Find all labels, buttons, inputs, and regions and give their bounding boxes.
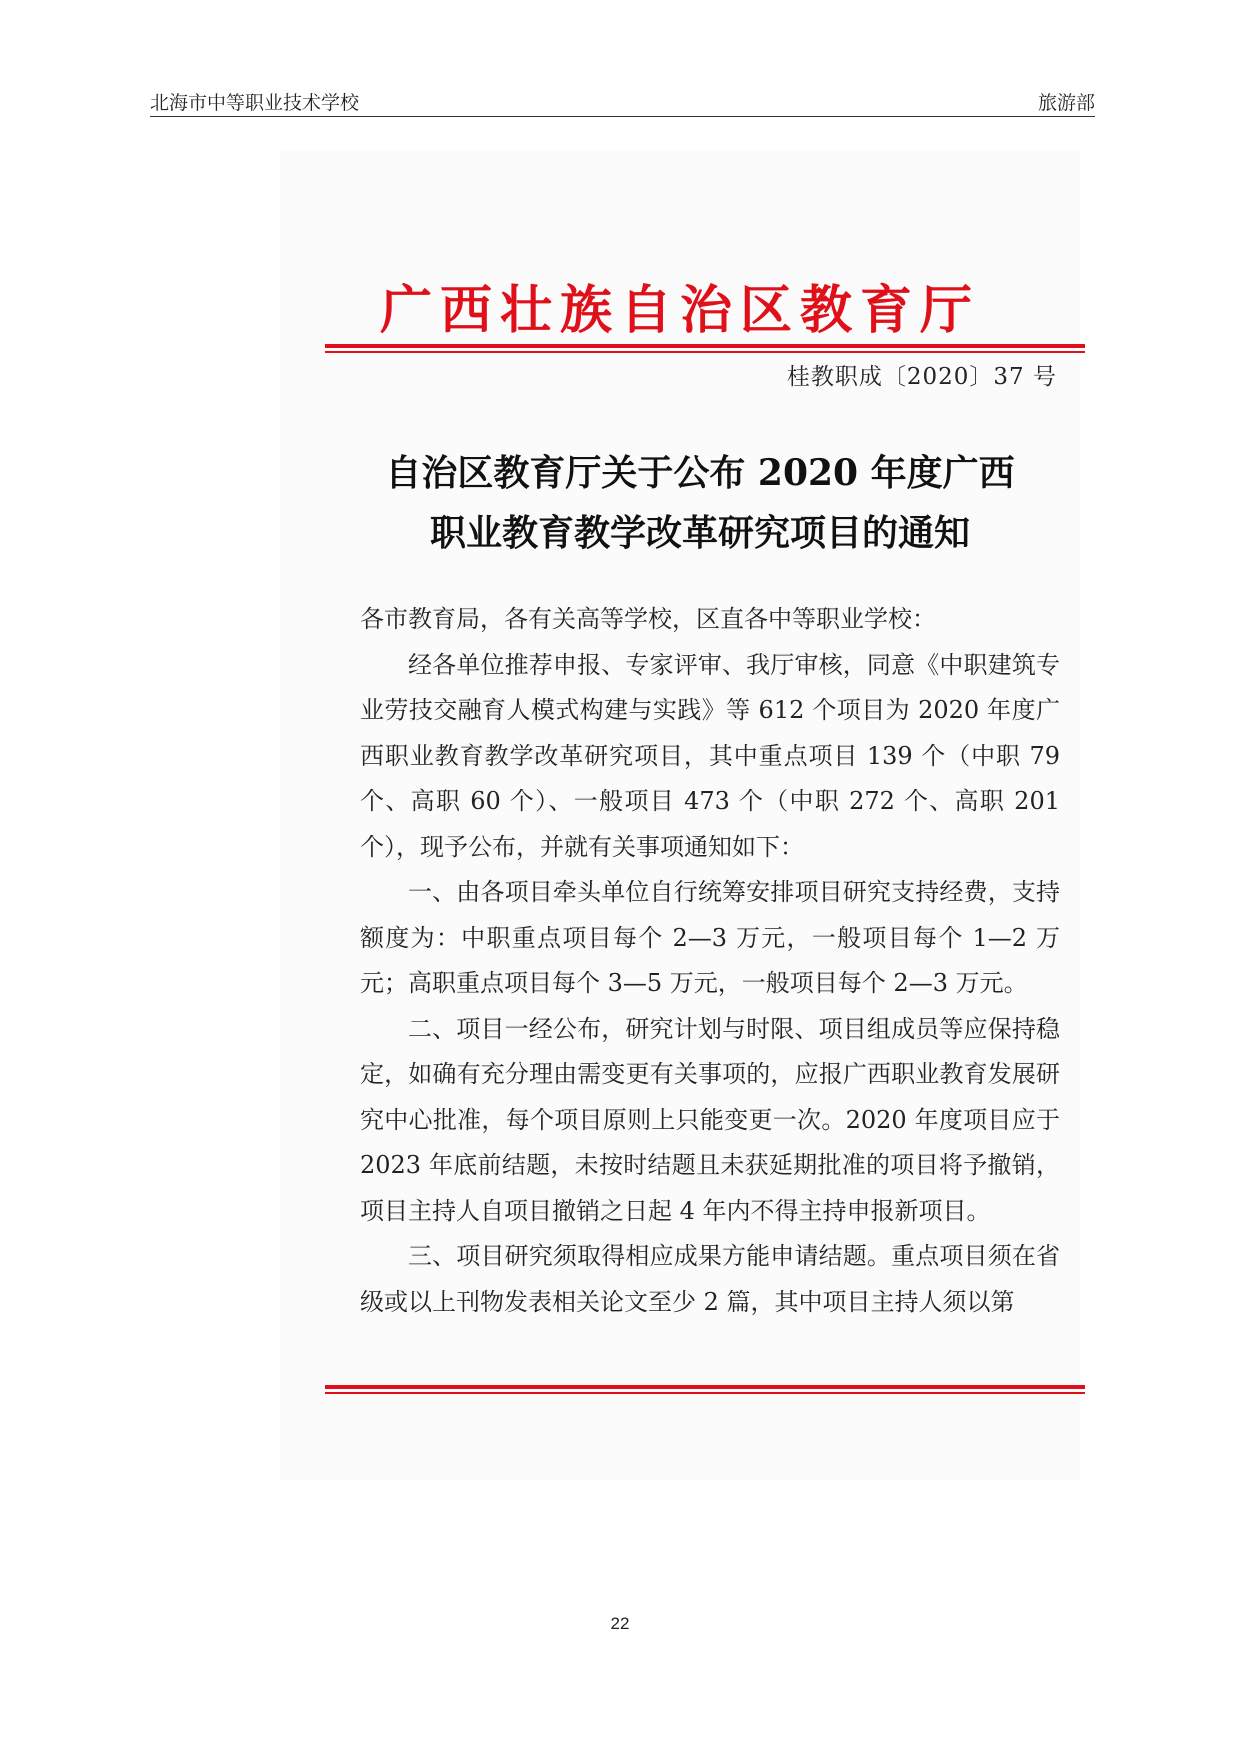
body-paragraph: 经各单位推荐申报、专家评审、我厅审核，同意《中职建筑专业劳技交融育人模式构建与实践》等 612 个项目为 2020 年度广西职业教育教学改革研究项目，其中重点项目 139 个（中职 79 个、高职 60 个）、一般项目 473 个（中职 272 个、高职 201 个），现予公布，并就有关事项通知如下： [360,650,1060,861]
page-number: 22 [610,1614,630,1633]
document-title-line-1: 自治区教育厅关于公布 2020 年度广西 [385,452,1015,494]
issuer-letterhead: 广西壮族自治区教育厅 [379,280,980,341]
page-header [150,86,1095,117]
header-school-name: 北海市中等职业技术学校 [150,92,360,114]
document-number: 桂教职成〔2020〕37 号 [786,364,1057,390]
footer-red-rule-thin [325,1392,1085,1394]
salutation: 各市教育局，各有关高等学校，区直各中等职业学校： [360,605,936,633]
header-department: 旅游部 [1037,92,1095,114]
letterhead-red-rule-thick [325,344,1085,348]
body-paragraph: 一、由各项目牵头单位自行统筹安排项目研究支持经费，支持额度为：中职重点项目每个 2—3 万元，一般项目每个 1—2 万元；高职重点项目每个 3—5 万元，一般项目每个 2—3 万元。 [360,878,1060,997]
body-paragraph: 三、项目研究须取得相应成果方能申请结题。重点项目须在省级或以上刊物发表相关论文至少 2 篇，其中项目主持人须以第 [360,1242,1060,1316]
document-title-line-2: 职业教育教学改革研究项目的通知 [429,512,970,554]
body-paragraph: 二、项目一经公布，研究计划与时限、项目组成员等应保持稳定，如确有充分理由需变更有关事项的，应报广西职业教育发展研究中心批准，每个项目原则上只能变更一次。2020 年度项目应于 2023 年底前结题，未按时结题且未获延期批准的项目将予撤销，项目主持人自项目撤销之日起 4 年内不得主持申报新项目。 [360,1014,1060,1225]
document-body [360,597,1060,1325]
footer-red-rule-thick [325,1385,1085,1389]
letterhead-red-rule-thin [325,351,1085,353]
